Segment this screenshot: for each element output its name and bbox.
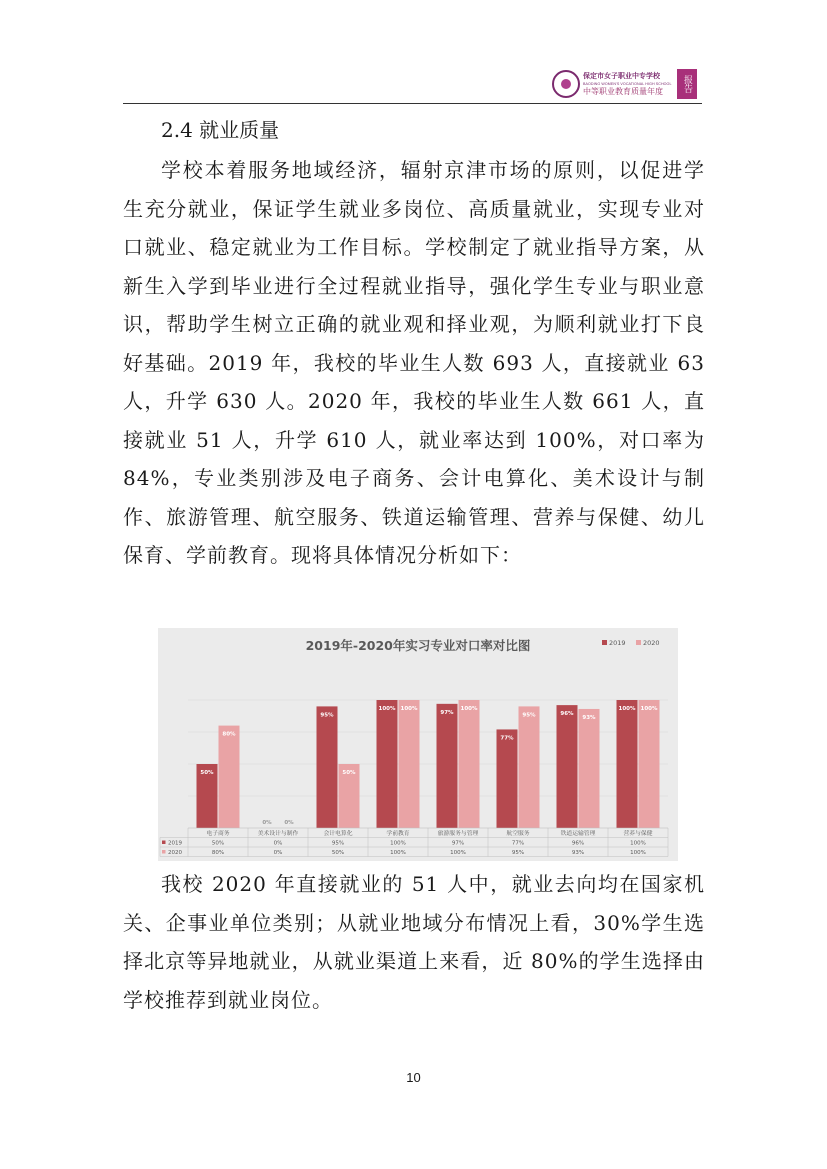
legend-label: 2019 — [609, 639, 626, 647]
data-label: 100% — [640, 706, 658, 712]
bar-2019 — [557, 705, 578, 828]
category-label: 美术设计与制作 — [257, 831, 299, 837]
table-cell: 77% — [511, 840, 525, 847]
category-label: 航空服务 — [506, 831, 530, 837]
table-cell: 0% — [273, 850, 283, 856]
category-label: 铁道运输管理 — [560, 831, 596, 837]
table-cell: 0% — [273, 840, 283, 847]
data-label: 80% — [222, 731, 236, 738]
data-label: 50% — [342, 770, 356, 776]
data-label: 93% — [582, 714, 596, 721]
data-label: 100% — [400, 706, 418, 712]
data-label: 97% — [440, 709, 454, 716]
table-row-label: 2019 — [168, 840, 182, 847]
bar-2020 — [459, 700, 480, 828]
report-subtitle: 中等职业教育质量年度 — [583, 86, 663, 96]
body-paragraph-1: 学校本着服务地域经济，辐射京津市场的原则，以促进学生充分就业，保证学生就业多岗位、高质量就业，实现专业对口就业、稳定就业为工作目标。学校制定了就业指导方案，从新生入学到毕业进行全过程就业指导，强化学生专业与职业意识，帮助学生树立正确的就业观和择业观，为顺利就业打下良好基础。2019 年，我校的毕业生人数 693 人，直接就业 63 人，升学 630 人。2020 年，我校的毕业生人数 661 人，直接就业 51 人，升学 610 人，就业率达到 100%，对口率为 84%，专业类别涉及电子商务、会计电算化、美术设计与制作、旅游管理、航空服务、铁道运输管理、营养与保健、幼儿保育、学前教育。现将具体情况分析如下： — [123, 158, 705, 567]
data-label: 0% — [262, 820, 272, 826]
table-cell: 95% — [511, 850, 525, 856]
category-label: 电子商务 — [206, 831, 230, 837]
bar-2020 — [219, 726, 240, 828]
table-cell: 100% — [390, 840, 406, 847]
table-cell: 100% — [450, 850, 466, 856]
data-label: 95% — [522, 712, 536, 719]
data-label: 100% — [378, 706, 396, 712]
legend-swatch — [636, 640, 641, 645]
data-label: 95% — [320, 712, 334, 719]
school-emblem-icon — [552, 70, 580, 98]
data-label: 96% — [560, 711, 574, 718]
category-label: 学前教育 — [386, 831, 410, 837]
table-legend-key — [162, 841, 166, 845]
table-cell: 50% — [331, 850, 345, 856]
table-row-label: 2020 — [168, 850, 182, 856]
bar-2020 — [519, 706, 540, 828]
bar-2019 — [437, 704, 458, 828]
legend-label: 2020 — [643, 639, 660, 647]
school-name-cn: 保定市女子职业中专学校 — [583, 71, 660, 80]
page-number: 10 — [406, 1070, 421, 1085]
table-cell: 80% — [211, 850, 225, 856]
table-cell: 100% — [630, 840, 646, 847]
table-legend-key — [162, 850, 166, 854]
table-cell: 93% — [571, 850, 585, 856]
header-divider — [123, 103, 702, 104]
bar-2019 — [377, 700, 398, 828]
table-cell: 100% — [390, 850, 406, 856]
body-paragraph-2: 我校 2020 年直接就业的 51 人中，就业去向均在国家机关、企事业单位类别；从就业地域分布情况上看，30%学生选择北京等异地就业，从就业渠道上来看，近 80%的学生选择由学校推荐到就业岗位。 — [123, 872, 705, 1012]
bar-2020 — [579, 709, 600, 828]
data-label: 100% — [618, 706, 636, 712]
bar-2020 — [639, 700, 660, 828]
bar-2019 — [617, 700, 638, 828]
school-logo — [552, 68, 702, 100]
bar-2019 — [317, 706, 338, 828]
data-label: 0% — [284, 820, 294, 826]
school-name-en: BAODING WOMEN'S VOCATIONAL HIGH SCHOOL — [583, 81, 672, 86]
table-cell: 100% — [630, 850, 646, 856]
category-label: 旅游服务与管理 — [437, 831, 479, 837]
chart-container — [158, 628, 678, 861]
category-label: 营养与保健 — [623, 831, 653, 837]
data-label: 100% — [460, 706, 478, 712]
chart-title: 2019年-2020年实习专业对口率对比图 — [305, 638, 531, 653]
category-label: 会计电算化 — [323, 831, 353, 837]
table-cell: 95% — [331, 840, 345, 847]
table-cell: 50% — [211, 840, 225, 847]
data-label: 50% — [200, 770, 214, 776]
data-label: 77% — [500, 735, 514, 742]
bar-2020 — [399, 700, 420, 828]
section-heading: 2.4 就业质量 — [161, 118, 280, 142]
report-badge: 报告 — [677, 69, 697, 99]
table-cell: 97% — [451, 840, 465, 847]
bar-2019 — [497, 729, 518, 828]
legend-swatch — [602, 640, 607, 645]
bar-chart — [158, 628, 678, 861]
table-cell: 96% — [571, 840, 585, 847]
